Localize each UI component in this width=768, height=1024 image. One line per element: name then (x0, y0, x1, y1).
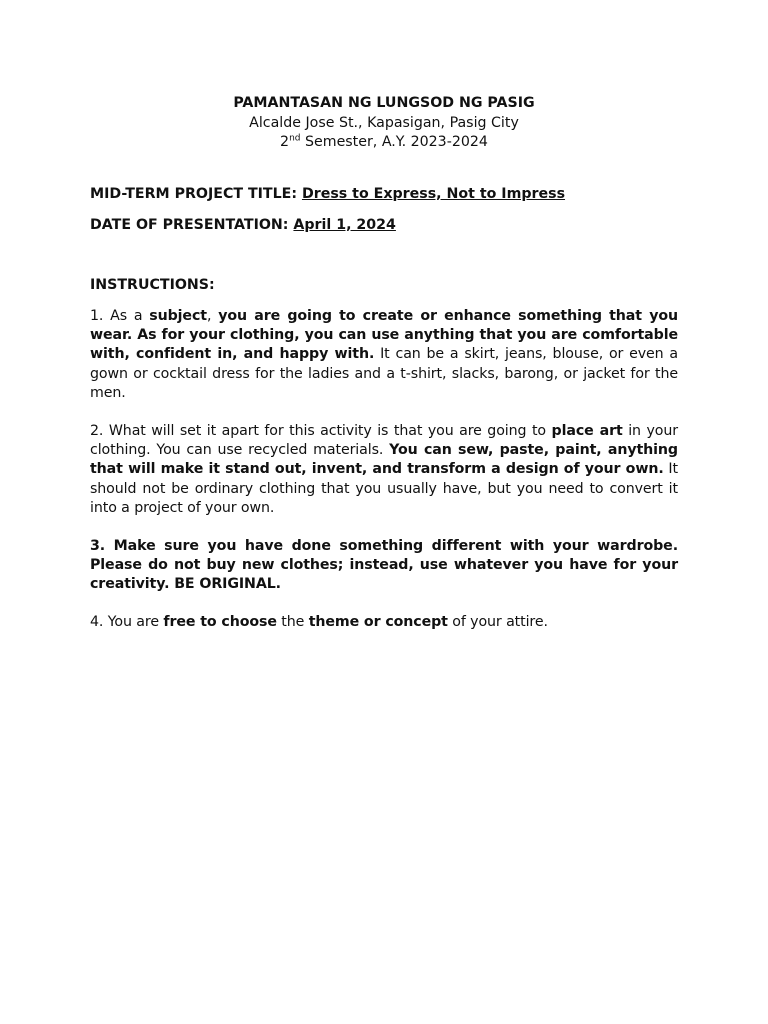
instructions-heading: INSTRUCTIONS: (90, 276, 215, 293)
project-title-label: MID-TERM PROJECT TITLE: (90, 185, 302, 202)
semester-number: 2 (280, 134, 290, 150)
instruction-item-3 (90, 537, 678, 595)
instruction-1-bold-b: you are going to create or enhance something that you wear. As for your clothing, you can use anything that you are comfortable with, confident in, and happy with. (90, 307, 678, 363)
instruction-item-1 (90, 307, 678, 404)
instruction-4-bold-a: free to choose (163, 613, 277, 630)
instruction-4-text-c: of your attire. (447, 613, 548, 630)
presentation-date-value: April 1, 2024 (293, 216, 396, 233)
instruction-item-4 (90, 613, 678, 632)
instruction-item-2 (90, 422, 678, 519)
instruction-3-bold: 3. Make sure you have done something different with your wardrobe. Please do not buy new clothes; instead, use whatever you have for your creativity. BE ORIGINAL. (90, 537, 678, 593)
semester-line (90, 133, 678, 153)
project-title-line (90, 185, 678, 204)
instruction-4-bold-b: theme or concept (308, 613, 448, 630)
instruction-1-text-a: 1. As a (90, 307, 150, 324)
instruction-2-bold-b: You can sew, paste, paint, anything that will make it stand out, invent, and transform a design of your own. (90, 441, 678, 478)
presentation-date-line (90, 216, 678, 235)
instruction-1-text-c: It can be a skirt, jeans, blouse, or even a gown or cocktail dress for the ladies and a t-shirt, slacks, barong, or jacket for the men. (90, 346, 678, 402)
document-header (90, 94, 678, 153)
project-title-value: Dress to Express, Not to Impress (301, 185, 566, 202)
instruction-2-text-c: It should not be ordinary clothing that you usually have, but you need to convert it into a project of your own. (90, 461, 678, 517)
instruction-4-text-b: the (276, 613, 309, 630)
instruction-2-text-b: in your clothing. You can use recycled materials. (90, 422, 678, 458)
school-address: Alcalde Jose St., Kapasigan, Pasig City (249, 114, 519, 131)
semester-text: Semester, A.Y. 2023-2024 (300, 134, 488, 150)
instruction-4-text-a: 4. You are (90, 613, 164, 630)
semester-ordinal-suffix: nd (289, 133, 301, 144)
school-name: PAMANTASAN NG LUNGSOD NG PASIG (233, 95, 535, 111)
presentation-date-label: DATE OF PRESENTATION: (90, 216, 294, 233)
instruction-2-text-a: 2. What will set it apart for this activity is that you are going to (90, 422, 552, 439)
instruction-1-text-b: , (206, 307, 219, 324)
instruction-1-bold-a: subject (149, 307, 207, 324)
instruction-2-bold-a: place art (551, 422, 623, 439)
